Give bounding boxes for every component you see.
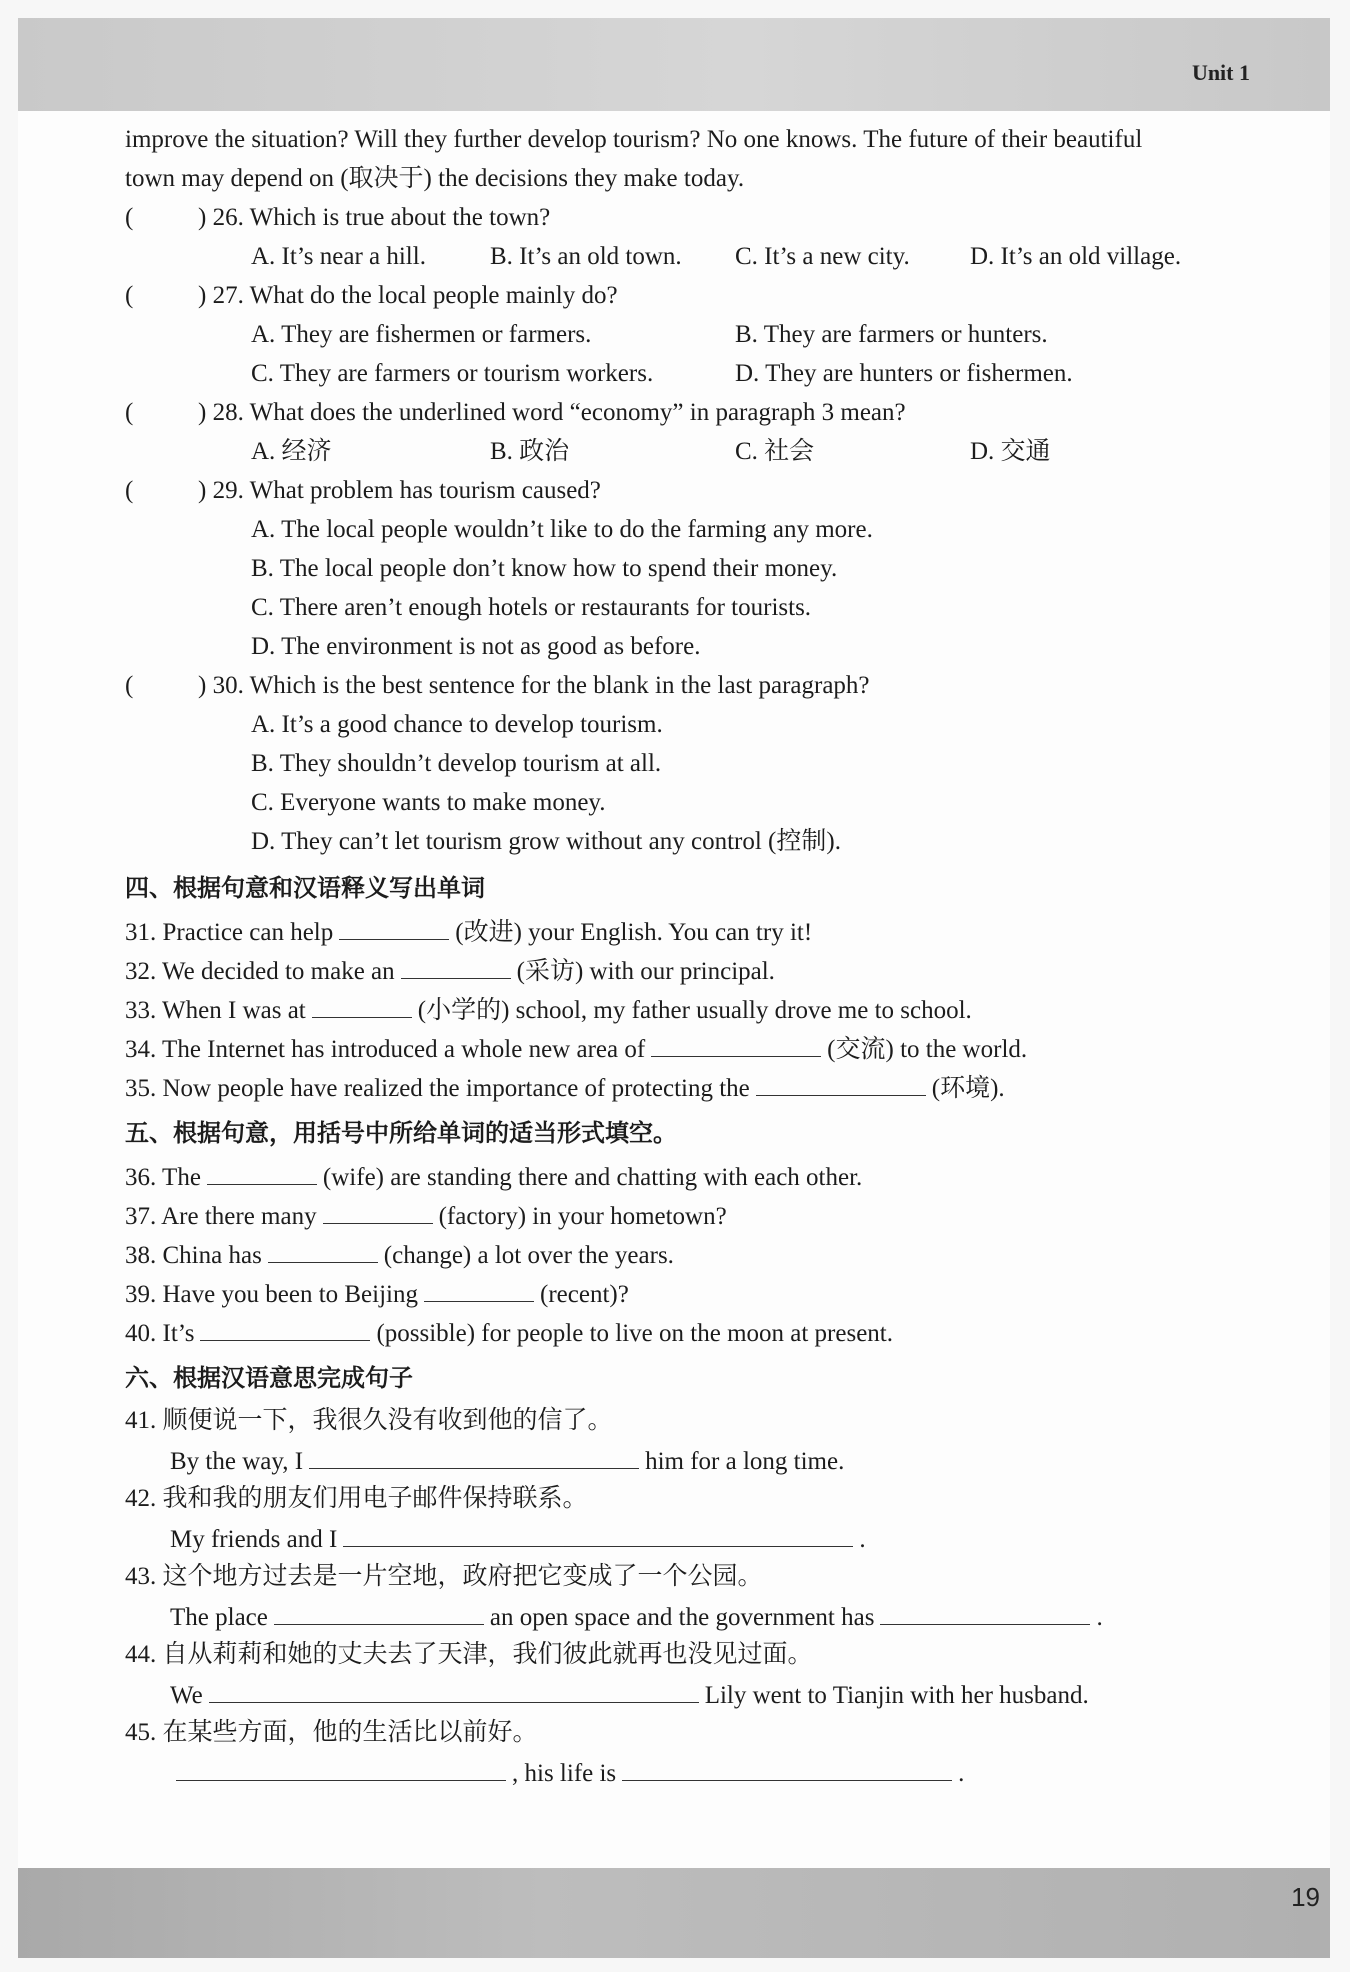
translation-prompt-45: 45. 在某些方面，他的生活比以前好。 [125, 1719, 538, 1746]
option-a: A. 经济 [251, 438, 332, 465]
option-a: A. The local people wouldn’t like to do the farming any more. [251, 516, 873, 543]
answer-blank[interactable] [756, 1067, 926, 1096]
item-text: We [170, 1682, 203, 1709]
question-26 [125, 198, 1275, 237]
translation-prompt-42: 42. 我和我的朋友们用电子邮件保持联系。 [125, 1485, 588, 1512]
option-d: D. 交通 [970, 438, 1051, 465]
unit-label: Unit 1 [1191, 60, 1250, 85]
option-d: D. They can’t let tourism grow without any control (控制). [251, 828, 841, 855]
question-text: ) 30. Which is the best sentence for the blank in the last paragraph? [198, 672, 870, 699]
answer-blank[interactable] [323, 1195, 433, 1224]
item-text: (改进) your English. You can try it! [455, 919, 813, 946]
fill-item-34 [125, 1028, 1275, 1067]
item-text: an open space and the government has [489, 1604, 875, 1631]
section-title: 五、根据句意，用括号中所给单词的适当形式填空。 [125, 1119, 677, 1147]
worksheet-content [125, 120, 1275, 1791]
item-text: 36. The [125, 1164, 201, 1191]
option-c: C. Everyone wants to make money. [251, 789, 606, 816]
question-text: ) 26. Which is true about the town? [198, 204, 551, 231]
section-title: 四、根据句意和汉语释义写出单词 [125, 874, 485, 902]
answer-blank[interactable] [343, 1518, 853, 1547]
option-b: B. The local people don’t know how to spend their money. [251, 555, 838, 582]
answer-blank[interactable] [200, 1312, 370, 1341]
item-text: 39. Have you been to Beijing [125, 1281, 418, 1308]
answer-blank[interactable] [309, 1440, 639, 1469]
item-text: By the way, I [170, 1448, 304, 1475]
item-text: 37. Are there many [125, 1203, 317, 1230]
options-row [125, 432, 1275, 471]
option-c: C. They are farmers or tourism workers. [251, 360, 654, 387]
option-a: A. They are fishermen or farmers. [251, 321, 592, 348]
translation-answer-45 [125, 1752, 1275, 1791]
item-text: 35. Now people have realized the importance of protecting the [125, 1075, 750, 1102]
option-b: B. They are farmers or hunters. [735, 321, 1048, 348]
question-27 [125, 276, 1275, 315]
option-b: B. They shouldn’t develop tourism at all. [251, 750, 662, 777]
translation-answer-44 [125, 1674, 1275, 1713]
option-c: C. 社会 [735, 438, 815, 465]
passage-line: town may depend on (取决于) the decisions they make today. [125, 165, 745, 192]
answer-blank[interactable] [274, 1596, 484, 1625]
item-text: 38. China has [125, 1242, 262, 1269]
answer-blank[interactable] [268, 1234, 378, 1263]
question-29 [125, 471, 1275, 510]
fill-item-40 [125, 1312, 1275, 1351]
item-text: , his life is [512, 1760, 617, 1787]
passage-line: improve the situation? Will they further develop tourism? No one knows. The future of their beautiful [125, 126, 1143, 153]
answer-blank[interactable] [651, 1028, 821, 1057]
answer-blank[interactable] [339, 911, 449, 940]
item-text: . [958, 1760, 965, 1787]
fill-item-32 [125, 950, 1275, 989]
item-text: (possible) for people to live on the moon at present. [376, 1320, 893, 1347]
answer-paren[interactable]: ( [125, 399, 134, 426]
answer-blank[interactable] [424, 1273, 534, 1302]
item-text: (factory) in your hometown? [438, 1203, 727, 1230]
translation-answer-41 [125, 1440, 1275, 1479]
fill-item-36 [125, 1156, 1275, 1195]
answer-paren[interactable]: ( [125, 672, 134, 699]
option-a: A. It’s a good chance to develop tourism. [251, 711, 663, 738]
translation-answer-43 [125, 1596, 1275, 1635]
answer-blank[interactable] [880, 1596, 1090, 1625]
answer-blank[interactable] [209, 1674, 699, 1703]
answer-paren[interactable]: ( [125, 282, 134, 309]
options-row [125, 354, 1275, 393]
item-text: Lily went to Tianjin with her husband. [704, 1682, 1089, 1709]
fill-item-31 [125, 911, 1275, 950]
question-text: ) 27. What do the local people mainly do? [198, 282, 618, 309]
item-text: 40. It’s [125, 1320, 195, 1347]
answer-blank[interactable] [622, 1752, 952, 1781]
item-text: (recent)? [540, 1281, 629, 1308]
fill-item-37 [125, 1195, 1275, 1234]
options-row [125, 237, 1275, 276]
question-text: ) 28. What does the underlined word “economy” in paragraph 3 mean? [198, 399, 906, 426]
item-text: (小学的) school, my father usually drove me to school. [417, 997, 972, 1024]
item-text: 33. When I was at [125, 997, 306, 1024]
item-text: The place [170, 1604, 268, 1631]
fill-item-38 [125, 1234, 1275, 1273]
translation-prompt-44: 44. 自从莉莉和她的丈夫去了天津，我们彼此就再也没见过面。 [125, 1641, 813, 1668]
item-text: My friends and I [170, 1526, 338, 1553]
question-30 [125, 666, 1275, 705]
translation-prompt-41: 41. 顺便说一下，我很久没有收到他的信了。 [125, 1407, 613, 1434]
item-text: (环境). [931, 1075, 1005, 1102]
question-text: ) 29. What problem has tourism caused? [198, 477, 601, 504]
answer-blank[interactable] [207, 1156, 317, 1185]
answer-blank[interactable] [176, 1752, 506, 1781]
answer-paren[interactable]: ( [125, 477, 134, 504]
item-text: (采访) with our principal. [516, 958, 775, 985]
page-number: 19 [1291, 1882, 1320, 1912]
section-title: 六、根据汉语意思完成句子 [125, 1364, 413, 1392]
header-band [18, 18, 1330, 111]
item-text: (wife) are standing there and chatting with each other. [322, 1164, 863, 1191]
item-text: . [859, 1526, 866, 1553]
fill-item-33 [125, 989, 1275, 1028]
footer-band [18, 1868, 1330, 1958]
translation-answer-42 [125, 1518, 1275, 1557]
item-text: him for a long time. [645, 1448, 845, 1475]
options-row [125, 315, 1275, 354]
fill-item-35 [125, 1067, 1275, 1106]
option-c: C. It’s a new city. [735, 243, 910, 270]
question-28 [125, 393, 1275, 432]
answer-blank[interactable] [401, 950, 511, 979]
item-text: (change) a lot over the years. [383, 1242, 674, 1269]
answer-paren[interactable]: ( [125, 204, 134, 231]
option-d: D. It’s an old village. [970, 243, 1182, 270]
item-text: . [1096, 1604, 1103, 1631]
item-text: 31. Practice can help [125, 919, 334, 946]
item-text: (交流) to the world. [827, 1036, 1028, 1063]
option-b: B. 政治 [490, 438, 570, 465]
fill-item-39 [125, 1273, 1275, 1312]
item-text: 32. We decided to make an [125, 958, 395, 985]
translation-prompt-43: 43. 这个地方过去是一片空地，政府把它变成了一个公园。 [125, 1563, 763, 1590]
option-d: D. They are hunters or fishermen. [735, 360, 1073, 387]
option-c: C. There aren’t enough hotels or restaurants for tourists. [251, 594, 812, 621]
option-d: D. The environment is not as good as before. [251, 633, 701, 660]
option-b: B. It’s an old town. [490, 243, 682, 270]
item-text: 34. The Internet has introduced a whole new area of [125, 1036, 646, 1063]
answer-blank[interactable] [312, 989, 412, 1018]
option-a: A. It’s near a hill. [251, 243, 426, 270]
